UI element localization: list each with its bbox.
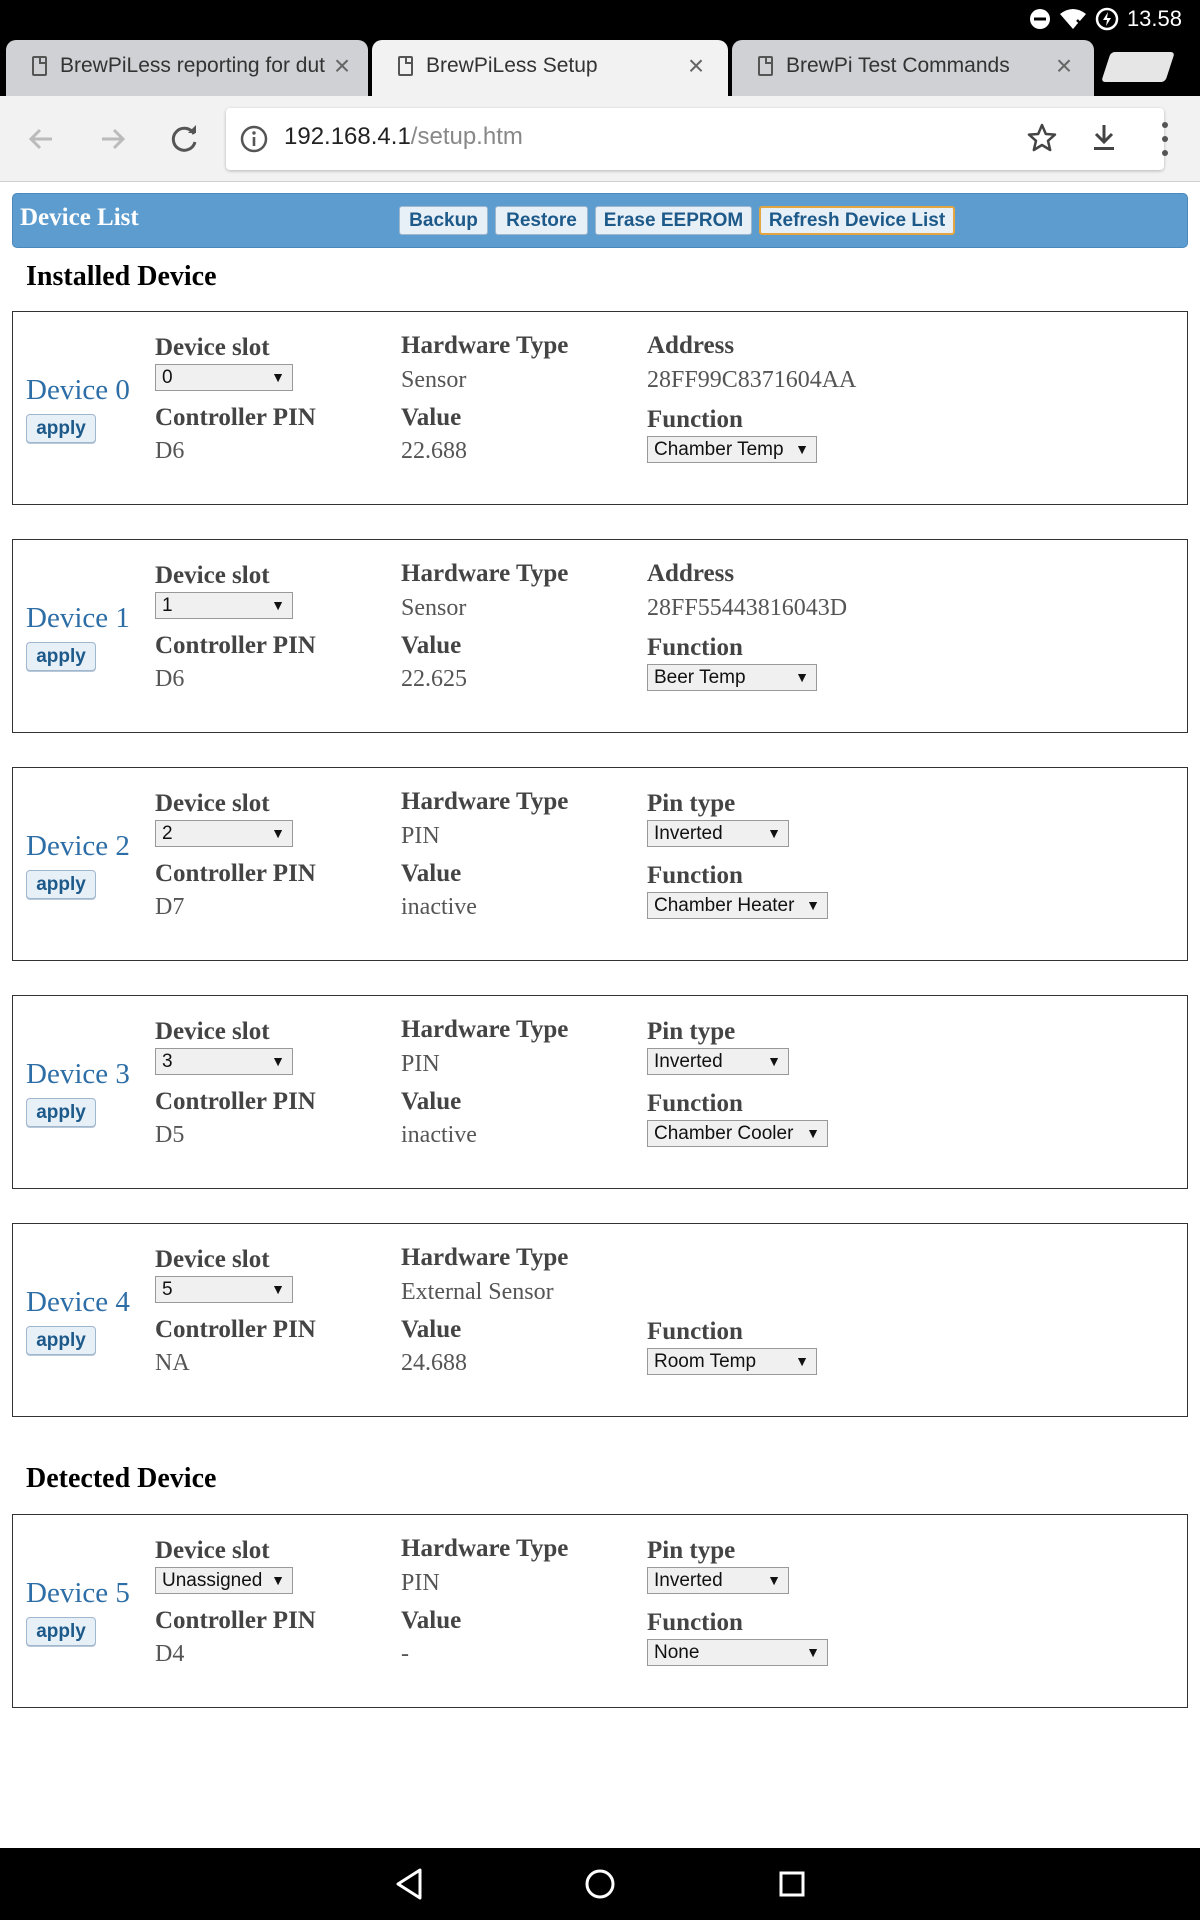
device-name: Device 5: [26, 1577, 130, 1609]
function-select[interactable]: [647, 1348, 817, 1375]
dropdown-arrow-icon: ▼: [271, 1053, 285, 1069]
device-value: 22.625: [401, 666, 467, 692]
function-label: Function: [647, 862, 743, 889]
device-slot-select[interactable]: [155, 364, 293, 391]
tab-title: BrewPiLess Setup: [426, 54, 598, 77]
hardware-type-value: Sensor: [401, 367, 467, 393]
device-slot-value: 1: [162, 595, 173, 616]
function-select[interactable]: [647, 1120, 828, 1147]
navigation-bar: [0, 1848, 1200, 1920]
pin-type-select[interactable]: [647, 820, 789, 847]
dropdown-arrow-icon: ▼: [271, 597, 285, 613]
controller-pin-label: Controller PIN: [155, 632, 316, 659]
device-value: 22.688: [401, 438, 467, 464]
dropdown-arrow-icon: ▼: [767, 1053, 781, 1069]
dropdown-arrow-icon: ▼: [795, 1353, 809, 1369]
hardware-type-label: Hardware Type: [401, 1244, 569, 1271]
dropdown-arrow-icon: ▼: [806, 1644, 820, 1660]
nav-home-icon[interactable]: [580, 1864, 620, 1904]
function-value: Beer Temp: [654, 667, 746, 688]
status-bar: [0, 0, 1200, 38]
url-path: /setup.htm: [410, 123, 523, 150]
device-slot-value: Unassigned: [162, 1570, 263, 1591]
apply-button[interactable]: apply: [26, 1326, 96, 1355]
function-value: Chamber Cooler: [654, 1123, 794, 1144]
address-label: Address: [647, 332, 735, 359]
nav-back-icon[interactable]: [390, 1864, 430, 1904]
device-slot-label: Device slot: [155, 1018, 270, 1045]
device-card: [12, 767, 1188, 961]
apply-button[interactable]: apply: [26, 1617, 96, 1646]
controller-pin-value: D7: [155, 894, 185, 920]
refresh-device-list-button[interactable]: Refresh Device List: [759, 206, 955, 235]
address-value: 28FF99C8371604AA: [647, 367, 857, 393]
device-card: [12, 311, 1188, 505]
device-value: inactive: [401, 894, 477, 920]
value-label: Value: [401, 1607, 462, 1634]
dropdown-arrow-icon: ▼: [806, 897, 820, 913]
controller-pin-label: Controller PIN: [155, 1088, 316, 1115]
pin-type-value: Inverted: [654, 1051, 723, 1072]
tab-title: BrewPiLess reporting for dut: [60, 54, 325, 77]
hardware-type-value: PIN: [401, 1051, 440, 1077]
value-label: Value: [401, 860, 462, 887]
value-label: Value: [401, 404, 462, 431]
device-slot-value: 5: [162, 1279, 173, 1300]
dropdown-arrow-icon: ▼: [795, 669, 809, 685]
controller-pin-value: D6: [155, 438, 185, 464]
pin-type-select[interactable]: [647, 1048, 789, 1075]
hardware-type-value: PIN: [401, 823, 440, 849]
reload-icon[interactable]: [162, 116, 208, 162]
device-value: inactive: [401, 1122, 477, 1148]
device-name: Device 0: [26, 374, 130, 406]
controller-pin-label: Controller PIN: [155, 404, 316, 431]
function-label: Function: [647, 634, 743, 661]
controller-pin-label: Controller PIN: [155, 1607, 316, 1634]
page-title: Device List: [20, 204, 139, 231]
hardware-type-label: Hardware Type: [401, 560, 569, 587]
device-slot-label: Device slot: [155, 790, 270, 817]
status-icons: [1029, 4, 1182, 34]
page-content: [0, 183, 1200, 1848]
controller-pin-label: Controller PIN: [155, 860, 316, 887]
device-name: Device 3: [26, 1058, 130, 1090]
device-slot-value: 2: [162, 823, 173, 844]
restore-button[interactable]: Restore: [495, 206, 588, 235]
dropdown-arrow-icon: ▼: [767, 1572, 781, 1588]
tab-brewpiless-reporting[interactable]: [6, 40, 368, 96]
apply-button[interactable]: apply: [26, 1098, 96, 1127]
dropdown-arrow-icon: ▼: [767, 825, 781, 841]
info-icon[interactable]: [240, 125, 268, 153]
pin-type-label: Pin type: [647, 1537, 736, 1564]
page-icon: [398, 56, 413, 76]
nav-recents-icon[interactable]: [772, 1864, 812, 1904]
hardware-type-value: PIN: [401, 1570, 440, 1596]
dropdown-arrow-icon: ▼: [795, 441, 809, 457]
address-value: 28FF55443816043D: [647, 595, 848, 621]
do-not-disturb-icon: [1029, 8, 1051, 30]
close-icon[interactable]: ×: [687, 50, 705, 81]
controller-pin-value: D6: [155, 666, 185, 692]
tab-brewpi-test-commands[interactable]: [732, 40, 1094, 96]
function-label: Function: [647, 1318, 743, 1345]
device-list-header: [12, 193, 1188, 248]
function-select[interactable]: [647, 664, 817, 691]
address-bar[interactable]: [226, 108, 1164, 170]
page-icon: [758, 56, 773, 76]
controller-pin-label: Controller PIN: [155, 1316, 316, 1343]
pin-type-label: Pin type: [647, 790, 736, 817]
wifi-icon: [1059, 8, 1087, 30]
new-tab-button[interactable]: [1101, 52, 1175, 82]
pin-type-label: Pin type: [647, 1018, 736, 1045]
hardware-type-label: Hardware Type: [401, 788, 569, 815]
controller-pin-value: D5: [155, 1122, 185, 1148]
function-select[interactable]: [647, 892, 828, 919]
value-label: Value: [401, 1088, 462, 1115]
hardware-type-value: Sensor: [401, 595, 467, 621]
device-slot-value: 3: [162, 1051, 173, 1072]
function-label: Function: [647, 406, 743, 433]
dropdown-arrow-icon: ▼: [806, 1125, 820, 1141]
device-slot-select[interactable]: [155, 1048, 293, 1075]
device-slot-label: Device slot: [155, 334, 270, 361]
close-icon[interactable]: ×: [333, 50, 351, 81]
apply-button[interactable]: apply: [26, 870, 96, 899]
device-slot-select[interactable]: [155, 1276, 293, 1303]
url-text[interactable]: [284, 123, 523, 151]
value-label: Value: [401, 1316, 462, 1343]
function-select[interactable]: [647, 436, 817, 463]
device-slot-select[interactable]: [155, 820, 293, 847]
function-value: Room Temp: [654, 1351, 757, 1372]
detected-device-heading: Detected Device: [26, 1463, 217, 1494]
battery-saver-icon: [1095, 7, 1119, 31]
forward-arrow-icon[interactable]: [90, 116, 136, 162]
device-value: 24.688: [401, 1350, 467, 1376]
function-value: Chamber Temp: [654, 439, 784, 460]
device-slot-value: 0: [162, 367, 173, 388]
device-name: Device 2: [26, 830, 130, 862]
device-name: Device 4: [26, 1286, 130, 1318]
device-slot-label: Device slot: [155, 562, 270, 589]
dropdown-arrow-icon: ▼: [271, 825, 285, 841]
controller-pin-value: D4: [155, 1641, 185, 1667]
download-icon[interactable]: [1088, 122, 1120, 154]
apply-button[interactable]: apply: [26, 414, 96, 443]
page-icon: [32, 56, 47, 76]
menu-dots-icon[interactable]: [1156, 120, 1172, 160]
dropdown-arrow-icon: ▼: [271, 369, 285, 385]
device-card: [12, 1223, 1188, 1417]
installed-device-heading: Installed Device: [26, 261, 217, 292]
dropdown-arrow-icon: ▼: [271, 1281, 285, 1297]
device-slot-select[interactable]: [155, 592, 293, 619]
dropdown-arrow-icon: ▼: [271, 1572, 285, 1588]
function-value: Chamber Heater: [654, 895, 795, 916]
hardware-type-label: Hardware Type: [401, 332, 569, 359]
device-card: [12, 995, 1188, 1189]
hardware-type-label: Hardware Type: [401, 1535, 569, 1562]
tab-title: BrewPi Test Commands: [786, 54, 1010, 77]
value-label: Value: [401, 632, 462, 659]
device-name: Device 1: [26, 602, 130, 634]
pin-type-value: Inverted: [654, 823, 723, 844]
hardware-type-value: External Sensor: [401, 1279, 554, 1305]
function-value: None: [654, 1642, 700, 1663]
close-icon[interactable]: ×: [1055, 50, 1073, 81]
status-time: 13.58: [1126, 6, 1182, 31]
device-value: -: [401, 1641, 409, 1667]
tab-brewpiless-setup[interactable]: [372, 40, 728, 96]
device-card: [12, 539, 1188, 733]
back-arrow-icon[interactable]: [18, 116, 64, 162]
erase-eeprom-button[interactable]: Erase EEPROM: [595, 206, 752, 235]
function-label: Function: [647, 1609, 743, 1636]
function-select[interactable]: [647, 1639, 828, 1666]
tab-strip: [0, 38, 1200, 96]
hardware-type-label: Hardware Type: [401, 1016, 569, 1043]
browser-toolbar: [0, 96, 1200, 182]
device-slot-label: Device slot: [155, 1537, 270, 1564]
apply-button[interactable]: apply: [26, 642, 96, 671]
device-card: [12, 1514, 1188, 1708]
url-host: 192.168.4.1: [284, 123, 411, 150]
device-slot-label: Device slot: [155, 1246, 270, 1273]
address-label: Address: [647, 560, 735, 587]
bookmark-star-icon[interactable]: [1026, 122, 1058, 154]
device-slot-select[interactable]: [155, 1567, 293, 1594]
pin-type-select[interactable]: [647, 1567, 789, 1594]
function-label: Function: [647, 1090, 743, 1117]
backup-button[interactable]: Backup: [399, 206, 488, 235]
pin-type-value: Inverted: [654, 1570, 723, 1591]
controller-pin-value: NA: [155, 1350, 190, 1376]
